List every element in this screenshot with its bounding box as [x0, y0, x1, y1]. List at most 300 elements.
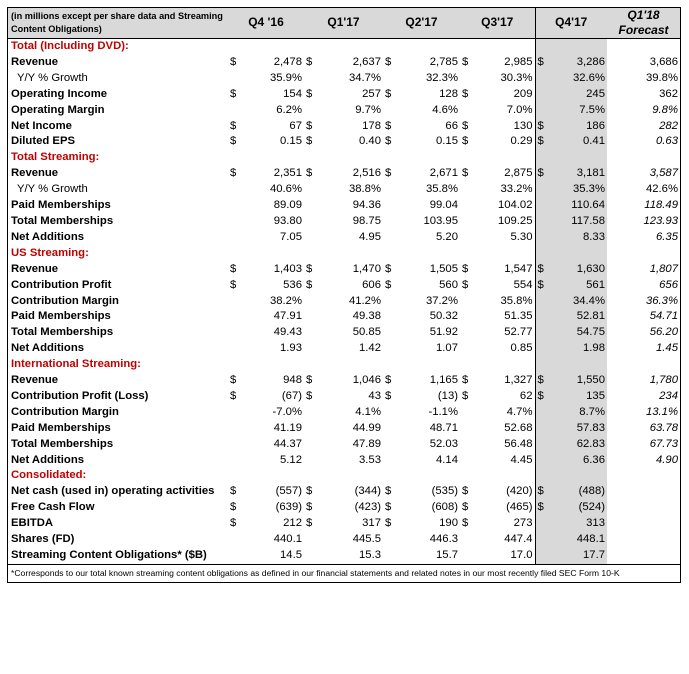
value-cell	[535, 437, 607, 453]
empty-cell	[535, 39, 607, 55]
value-cell	[304, 262, 383, 278]
cell-value: 52.03	[429, 437, 458, 450]
cell-value: 2,985	[504, 55, 533, 68]
cell-value: 104.02	[497, 199, 533, 212]
cell-value: (639)	[275, 501, 302, 514]
dollar-sign: $	[306, 278, 313, 291]
cell-value: 1.98	[583, 342, 605, 355]
value-cell	[304, 309, 383, 325]
cell-value: 51.35	[504, 310, 533, 323]
dollar-sign: $	[385, 389, 392, 402]
value-cell	[383, 134, 460, 150]
cell-value: 0.85	[510, 342, 533, 355]
row-label: Shares (FD)	[11, 533, 75, 546]
value-cell	[460, 389, 535, 405]
dollar-sign: $	[385, 485, 392, 498]
value-cell	[535, 453, 607, 469]
column-header-q4-16: Q4 '16	[228, 8, 304, 39]
row-label: Total Memberships	[11, 326, 114, 339]
table-row	[8, 453, 680, 469]
dollar-sign: $	[230, 485, 237, 498]
row-label: Paid Memberships	[11, 199, 111, 212]
section-header-row	[8, 468, 680, 484]
cell-value: 1.42	[359, 342, 381, 355]
table-row	[8, 198, 680, 214]
cell-value: -7.0%	[272, 405, 302, 418]
value-cell	[383, 278, 460, 294]
cell-value: 2,671	[429, 167, 458, 180]
cell-value: 6.36	[583, 453, 605, 466]
value-cell	[460, 453, 535, 469]
empty-cell	[535, 357, 607, 373]
table-row	[8, 55, 680, 71]
value-cell	[304, 516, 383, 532]
dollar-sign: $	[462, 485, 469, 498]
cell-value: 447.4	[504, 533, 533, 546]
dollar-sign: $	[230, 262, 237, 275]
cell-value: 560	[439, 278, 458, 291]
table-row	[8, 325, 680, 341]
value-cell	[460, 484, 535, 500]
value-cell	[460, 71, 535, 87]
value-cell	[228, 373, 304, 389]
table-row	[8, 119, 680, 135]
cell-value: 4.95	[359, 230, 381, 243]
table-row	[8, 134, 680, 150]
value-cell	[607, 214, 680, 230]
value-cell	[607, 500, 680, 516]
value-cell	[304, 453, 383, 469]
value-cell	[460, 230, 535, 246]
cell-value: 4.45	[510, 453, 533, 466]
table-row	[8, 262, 680, 278]
dollar-sign: $	[230, 167, 237, 180]
cell-value: 282	[659, 119, 678, 132]
dollar-sign: $	[385, 135, 392, 148]
value-cell	[460, 516, 535, 532]
table-row	[8, 548, 680, 564]
cell-value: 190	[439, 517, 458, 530]
cell-value: 56.20	[649, 326, 678, 339]
empty-cell	[304, 246, 383, 262]
value-cell	[228, 532, 304, 548]
value-cell	[535, 294, 607, 310]
cell-value: 178	[362, 119, 381, 132]
dollar-sign: $	[230, 119, 237, 132]
value-cell	[304, 341, 383, 357]
value-cell	[535, 55, 607, 71]
dollar-sign: $	[306, 485, 313, 498]
cell-value: (608)	[431, 501, 458, 514]
dollar-sign: $	[537, 278, 544, 291]
cell-value: 446.3	[429, 533, 458, 546]
value-cell	[535, 166, 607, 182]
cell-value: (524)	[578, 501, 605, 514]
cell-value: 17.7	[583, 549, 605, 561]
value-cell	[460, 532, 535, 548]
empty-cell	[535, 150, 607, 166]
value-cell	[535, 389, 607, 405]
value-cell	[304, 182, 383, 198]
value-cell	[228, 294, 304, 310]
empty-cell	[304, 468, 383, 484]
cell-value: 1.07	[436, 342, 458, 355]
value-cell	[383, 532, 460, 548]
value-cell	[228, 55, 304, 71]
cell-value: 1,780	[649, 374, 678, 387]
value-cell	[228, 230, 304, 246]
value-cell	[228, 500, 304, 516]
cell-value: 117.58	[571, 214, 605, 227]
dollar-sign: $	[306, 87, 313, 100]
value-cell	[383, 484, 460, 500]
column-header-q1-17: Q1'17	[304, 8, 383, 39]
value-cell	[535, 484, 607, 500]
cell-value: 98.75	[352, 214, 381, 227]
cell-value: 554	[513, 278, 533, 291]
cell-value: 0.29	[510, 135, 533, 148]
cell-value: 3.53	[359, 453, 381, 466]
cell-value: 6.35	[656, 230, 678, 243]
value-cell	[228, 87, 304, 103]
dollar-sign: $	[385, 517, 392, 530]
value-cell	[460, 437, 535, 453]
value-cell	[535, 548, 607, 564]
value-cell	[607, 119, 680, 135]
value-cell	[228, 278, 304, 294]
value-cell	[607, 341, 680, 357]
value-cell	[607, 262, 680, 278]
cell-value: 30.3%	[500, 71, 533, 84]
cell-value: 1,550	[576, 374, 605, 387]
row-label: Net Additions	[11, 453, 85, 466]
cell-value: 48.71	[429, 421, 458, 434]
units-note: (in millions except per share data and Streaming Content Obligations)	[8, 8, 228, 39]
section-header-row	[8, 357, 680, 373]
value-cell	[535, 405, 607, 421]
dollar-sign: $	[537, 389, 544, 402]
empty-cell	[460, 246, 535, 262]
section-title: International Streaming:	[11, 358, 141, 371]
value-cell	[535, 325, 607, 341]
value-cell	[304, 278, 383, 294]
cell-value: 13.1%	[645, 405, 678, 418]
cell-value: 54.71	[649, 310, 678, 323]
value-cell	[535, 516, 607, 532]
value-cell	[607, 182, 680, 198]
cell-value: 8.7%	[579, 405, 605, 418]
row-label: Revenue	[11, 55, 59, 68]
cell-value: 44.99	[352, 421, 381, 434]
value-cell	[304, 325, 383, 341]
empty-cell	[228, 357, 304, 373]
dollar-sign: $	[462, 517, 469, 530]
cell-value: 54.75	[576, 326, 605, 339]
row-label: Net Income	[11, 119, 72, 132]
column-header-q1-18-forecast	[607, 8, 680, 39]
cell-value: 49.43	[273, 326, 302, 339]
value-cell	[607, 230, 680, 246]
empty-cell	[460, 468, 535, 484]
cell-value: 35.8%	[500, 294, 533, 307]
value-cell	[383, 500, 460, 516]
value-cell	[228, 166, 304, 182]
value-cell	[304, 166, 383, 182]
dollar-sign: $	[385, 87, 392, 100]
value-cell	[535, 134, 607, 150]
cell-value: 52.68	[504, 421, 533, 434]
table-row	[8, 278, 680, 294]
value-cell	[607, 405, 680, 421]
cell-value: 15.3	[359, 549, 381, 561]
header-row	[8, 8, 680, 39]
value-cell	[607, 134, 680, 150]
dollar-sign: $	[462, 278, 469, 291]
dollar-sign: $	[306, 55, 313, 68]
value-cell	[535, 182, 607, 198]
cell-value: 8.33	[583, 230, 605, 243]
cell-value: 2,516	[352, 167, 381, 180]
cell-value: 4.1%	[355, 405, 381, 418]
value-cell	[383, 309, 460, 325]
financial-table-container	[7, 7, 681, 583]
value-cell	[607, 484, 680, 500]
dollar-sign: $	[462, 501, 469, 514]
cell-value: 7.0%	[506, 103, 533, 116]
dollar-sign: $	[230, 278, 237, 291]
section-header-row	[8, 150, 680, 166]
value-cell	[607, 309, 680, 325]
empty-cell	[383, 468, 460, 484]
value-cell	[607, 87, 680, 103]
value-cell	[535, 119, 607, 135]
cell-value: 1,630	[576, 262, 605, 275]
cell-value: 0.40	[359, 135, 381, 148]
cell-value: 3,286	[576, 55, 605, 68]
value-cell	[460, 373, 535, 389]
empty-cell	[460, 150, 535, 166]
cell-value: 33.2%	[500, 183, 533, 196]
cell-value: 103.95	[423, 214, 458, 227]
cell-value: 1,403	[273, 262, 302, 275]
forecast-quarter-label: Q1'18	[627, 8, 660, 22]
cell-value: 93.80	[273, 214, 302, 227]
value-cell	[304, 214, 383, 230]
cell-value: 43	[368, 389, 381, 402]
dollar-sign: $	[462, 167, 469, 180]
row-label: Contribution Margin	[11, 405, 119, 418]
value-cell	[383, 230, 460, 246]
value-cell	[228, 437, 304, 453]
column-header-q4-17: Q4'17	[535, 8, 607, 39]
cell-value: (420)	[506, 485, 533, 498]
table-row	[8, 103, 680, 119]
value-cell	[383, 548, 460, 564]
dollar-sign: $	[462, 262, 469, 275]
dollar-sign: $	[385, 167, 392, 180]
cell-value: 273	[513, 517, 533, 530]
empty-cell	[460, 39, 535, 55]
table-row	[8, 373, 680, 389]
empty-cell	[535, 468, 607, 484]
value-cell	[383, 389, 460, 405]
dollar-sign: $	[537, 167, 544, 180]
value-cell	[535, 309, 607, 325]
value-cell	[228, 71, 304, 87]
cell-value: (557)	[275, 485, 302, 498]
value-cell	[607, 453, 680, 469]
empty-cell	[383, 150, 460, 166]
row-label: Net cash (used in) operating activities	[11, 485, 215, 498]
cell-value: 41.2%	[348, 294, 381, 307]
section-title: Total (Including DVD):	[11, 40, 129, 52]
cell-value: 448.1	[576, 533, 605, 546]
value-cell	[304, 119, 383, 135]
cell-value: 35.8%	[425, 183, 458, 196]
value-cell	[607, 421, 680, 437]
cell-value: 38.2%	[269, 294, 302, 307]
dollar-sign: $	[537, 501, 544, 514]
value-cell	[535, 87, 607, 103]
value-cell	[228, 198, 304, 214]
dollar-sign: $	[537, 119, 544, 132]
cell-value: 245	[586, 87, 605, 100]
cell-value: 209	[513, 87, 533, 100]
row-label: Operating Margin	[11, 103, 105, 116]
cell-value: 118.49	[644, 199, 678, 212]
value-cell	[304, 198, 383, 214]
column-header-q3-17: Q3'17	[460, 8, 535, 39]
empty-cell	[383, 357, 460, 373]
row-label: Contribution Profit	[11, 278, 112, 291]
dollar-sign: $	[306, 517, 313, 530]
value-cell	[460, 166, 535, 182]
dollar-sign: $	[537, 485, 544, 498]
dollar-sign: $	[230, 87, 237, 100]
value-cell	[304, 405, 383, 421]
row-label: Net Additions	[11, 230, 85, 243]
empty-cell	[607, 39, 680, 55]
dollar-sign: $	[537, 262, 544, 275]
row-label: Diluted EPS	[11, 135, 76, 148]
table-row	[8, 389, 680, 405]
cell-value: 109.25	[497, 214, 533, 227]
cell-value: 1,807	[649, 262, 678, 275]
cell-value: 49.38	[352, 310, 381, 323]
cell-value: (488)	[578, 485, 605, 498]
cell-value: 67	[289, 119, 302, 132]
cell-value: 135	[586, 389, 605, 402]
cell-value: (344)	[354, 485, 381, 498]
value-cell	[460, 405, 535, 421]
dollar-sign: $	[462, 374, 469, 387]
value-cell	[383, 437, 460, 453]
cell-value: 0.15	[280, 135, 302, 148]
dollar-sign: $	[462, 55, 469, 68]
value-cell	[383, 214, 460, 230]
cell-value: 4.7%	[506, 405, 533, 418]
dollar-sign: $	[462, 119, 469, 132]
value-cell	[383, 166, 460, 182]
cell-value: 57.83	[576, 421, 605, 434]
table-row	[8, 500, 680, 516]
cell-value: 948	[283, 374, 302, 387]
value-cell	[228, 405, 304, 421]
value-cell	[304, 484, 383, 500]
value-cell	[460, 421, 535, 437]
value-cell	[304, 437, 383, 453]
row-label: Total Memberships	[11, 214, 114, 227]
value-cell	[304, 134, 383, 150]
cell-value: 1,470	[352, 262, 381, 275]
value-cell	[460, 548, 535, 564]
value-cell	[304, 71, 383, 87]
value-cell	[460, 294, 535, 310]
value-cell	[304, 55, 383, 71]
forecast-label: Forecast	[618, 23, 669, 37]
value-cell	[304, 421, 383, 437]
cell-value: 39.8%	[645, 71, 678, 84]
empty-cell	[228, 468, 304, 484]
empty-cell	[228, 246, 304, 262]
cell-value: 313	[586, 517, 605, 530]
value-cell	[383, 341, 460, 357]
cell-value: (13)	[437, 389, 458, 402]
section-header-row	[8, 39, 680, 55]
row-label: Contribution Margin	[11, 294, 119, 307]
cell-value: 50.32	[429, 310, 458, 323]
value-cell	[607, 166, 680, 182]
cell-value: 5.20	[436, 230, 458, 243]
empty-cell	[607, 468, 680, 484]
dollar-sign: $	[230, 55, 237, 68]
footnote: *Corresponds to our total known streaming content obligations as defined in our financial statements and related notes in our most recently filed SEC Form 10-K	[8, 564, 680, 582]
row-label: Contribution Profit (Loss)	[11, 389, 149, 402]
cell-value: 36.3%	[645, 294, 678, 307]
row-label: Total Memberships	[11, 437, 114, 450]
cell-value: 62.83	[576, 437, 605, 450]
value-cell	[607, 71, 680, 87]
value-cell	[383, 516, 460, 532]
table-row	[8, 405, 680, 421]
cell-value: 47.91	[273, 310, 302, 323]
cell-value: 40.6%	[269, 183, 302, 196]
value-cell	[460, 309, 535, 325]
value-cell	[304, 373, 383, 389]
value-cell	[383, 405, 460, 421]
cell-value: 32.6%	[572, 71, 605, 84]
value-cell	[460, 262, 535, 278]
cell-value: 110.64	[571, 199, 605, 212]
empty-cell	[607, 357, 680, 373]
dollar-sign: $	[537, 135, 544, 148]
value-cell	[607, 55, 680, 71]
value-cell	[460, 278, 535, 294]
cell-value: 128	[439, 87, 458, 100]
cell-value: 50.85	[352, 326, 381, 339]
cell-value: 38.8%	[348, 183, 381, 196]
value-cell	[228, 516, 304, 532]
value-cell	[535, 230, 607, 246]
cell-value: 440.1	[273, 533, 302, 546]
cell-value: 3,686	[649, 55, 678, 68]
value-cell	[383, 453, 460, 469]
cell-value: 1.93	[280, 342, 302, 355]
dollar-sign: $	[385, 501, 392, 514]
value-cell	[228, 389, 304, 405]
value-cell	[460, 198, 535, 214]
cell-value: 656	[659, 278, 678, 291]
